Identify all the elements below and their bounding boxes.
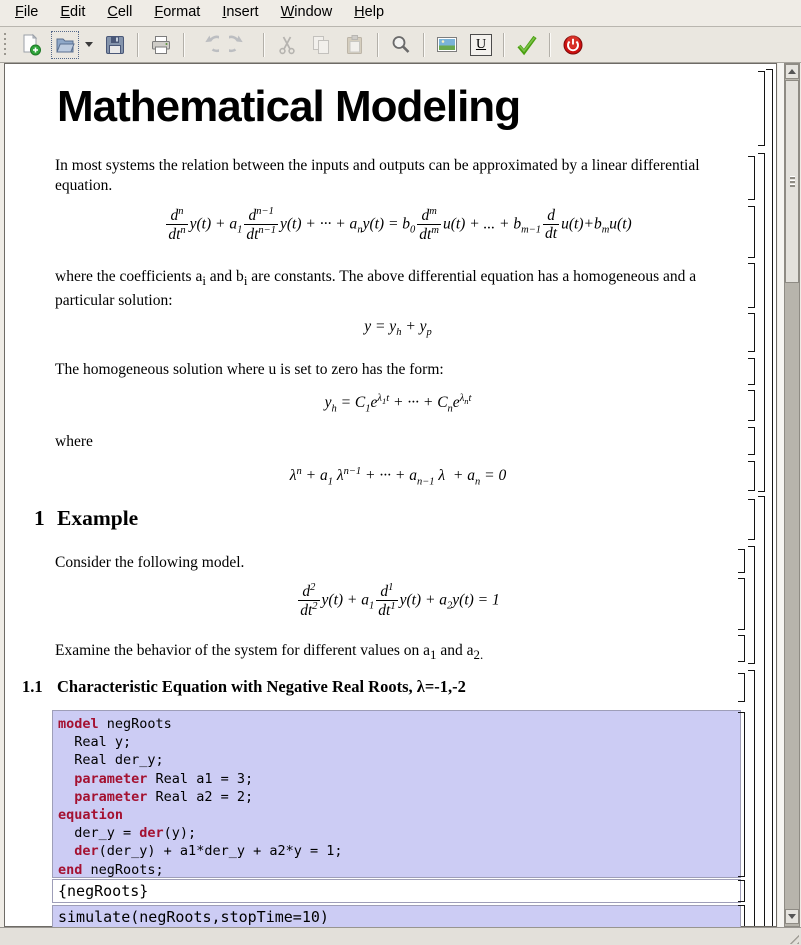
scroll-down-button[interactable]	[785, 909, 799, 924]
insert-image-button[interactable]	[433, 31, 461, 59]
code-line[interactable]: end negRoots;	[58, 861, 164, 878]
cell-bracket[interactable]	[758, 71, 765, 146]
menu-window[interactable]: Window	[280, 4, 333, 20]
print-button[interactable]	[147, 31, 175, 59]
toolbar-drag-handle[interactable]	[3, 33, 8, 57]
cell-bracket[interactable]	[748, 427, 755, 455]
menu-format[interactable]: Format	[154, 4, 201, 20]
statusbar	[0, 927, 801, 945]
cell-bracket[interactable]	[748, 390, 755, 421]
undo-button[interactable]	[193, 31, 221, 59]
save-floppy-icon	[103, 33, 127, 57]
code-line[interactable]: equation	[58, 807, 124, 824]
cell-bracket[interactable]	[738, 673, 745, 702]
text-cell[interactable]: The homogeneous solution where u is set to zero has the form:	[55, 361, 444, 378]
image-icon	[435, 33, 459, 57]
new-document-button[interactable]	[17, 31, 45, 59]
output-text: {negRoots}	[58, 882, 149, 900]
menu-file[interactable]: File	[15, 4, 39, 20]
cell-bracket[interactable]	[748, 670, 755, 926]
output-cell[interactable]	[52, 879, 741, 903]
underline-button[interactable]	[467, 31, 495, 59]
resize-grip-icon[interactable]	[785, 930, 799, 944]
evaluate-button[interactable]	[513, 31, 541, 59]
equation-cell[interactable]: $d^n$ $dt^n$ $y(t) + a_1$ $d^{n-1}$ $dt^{n-1}$ y(t) + ··· + $a_ny(t) = b_0$ $d^m$ $dt^m$ u(t) + ... + $b_{m-1}$ $\frac{d}{dt}$ $u(t)+b_mu(t)$	[168, 206, 632, 244]
search-button[interactable]	[387, 31, 415, 59]
paste-button[interactable]	[341, 31, 369, 59]
code-line[interactable]: model negRoots	[58, 716, 172, 732]
code-line[interactable]: der(der_y) + a1*der_y + a2*y = 1;	[74, 843, 343, 860]
toolbar	[0, 27, 801, 63]
check-icon	[514, 33, 540, 57]
menu-help[interactable]: Help	[354, 4, 385, 20]
scissors-icon	[275, 33, 299, 57]
title-cell[interactable]: Mathematical Modeling	[57, 82, 521, 131]
toolbar-separator	[377, 33, 379, 57]
vertical-scrollbar[interactable]	[784, 63, 800, 927]
cell-bracket[interactable]	[738, 549, 745, 573]
section-number: 1	[34, 506, 45, 530]
copy-pages-icon	[309, 33, 333, 57]
scroll-up-button[interactable]	[785, 64, 799, 79]
thumb-grip	[790, 177, 795, 179]
power-icon	[561, 33, 585, 57]
cell-bracket[interactable]	[748, 263, 755, 308]
arrow-up-icon	[788, 69, 796, 74]
cell-bracket[interactable]	[738, 635, 745, 662]
toolbar-separator	[263, 33, 265, 57]
code-line[interactable]: parameter Real a1 = 3;	[74, 770, 254, 787]
code-lines	[58, 715, 740, 879]
undo-arrow-icon	[195, 33, 219, 57]
input-cell[interactable]	[52, 905, 741, 927]
cut-button[interactable]	[273, 31, 301, 59]
section-heading[interactable]: Example	[57, 506, 139, 530]
toolbar-separator	[549, 33, 551, 57]
text-cell[interactable]: where the coefficients $a_i$ and $b_i$ are constants. The above differential equation has a homogeneous and a particular solution:	[55, 268, 697, 309]
thumb-grip	[790, 185, 795, 187]
cell-bracket[interactable]	[748, 358, 755, 385]
code-line[interactable]: parameter Real a2 = 2;	[74, 788, 254, 805]
code-cell[interactable]	[52, 710, 741, 878]
menu-cell[interactable]: Cell	[107, 4, 133, 20]
cell-bracket[interactable]	[748, 313, 755, 352]
new-document-icon	[19, 33, 43, 57]
cell-bracket[interactable]	[748, 206, 755, 258]
equation-cell[interactable]: $y_h = C_1e^{\lambda_1t}$ + ··· + $C_ne^{\lambda_nt}$	[324, 393, 472, 415]
toolbar-separator	[423, 33, 425, 57]
arrow-down-icon	[788, 914, 796, 919]
toolbar-separator	[503, 33, 505, 57]
cell-bracket[interactable]	[738, 880, 745, 902]
cell-bracket[interactable]	[758, 153, 765, 492]
cell-bracket[interactable]	[738, 712, 745, 877]
scrollbar-thumb[interactable]	[785, 80, 799, 283]
code-line[interactable]: Real y;	[58, 734, 132, 751]
equation-cell[interactable]: $\frac{d^2}{dt^2}$ $y(t) + a_1$ $\frac{d^1}{dt^1}$ $y(t) + a_2y(t) = 1$	[300, 582, 500, 620]
equation-cell[interactable]: $y = y_h + y_p$	[364, 318, 432, 339]
redo-arrow-icon	[229, 33, 253, 57]
toolbar-separator	[183, 33, 185, 57]
cell-bracket[interactable]	[738, 578, 745, 630]
input-text: simulate(negRoots,stopTime=10)	[58, 907, 329, 926]
save-button[interactable]	[101, 31, 129, 59]
menubar	[0, 0, 801, 27]
code-line[interactable]: Real der_y;	[58, 752, 164, 769]
subsection-number: 1.1	[22, 677, 43, 696]
cell-bracket[interactable]	[766, 69, 773, 926]
cell-bracket[interactable]	[738, 905, 745, 926]
text-cell[interactable]: Examine the behavior of the system for different values on $a_1$ and $a_{2.}$	[55, 642, 484, 663]
cell-bracket[interactable]	[748, 461, 755, 491]
magnifier-icon	[389, 33, 413, 57]
subsection-heading[interactable]: Characteristic Equation with Negative Real Roots, λ=-1,-2	[57, 677, 466, 696]
cell-bracket[interactable]	[748, 156, 755, 200]
thumb-grip	[790, 181, 795, 183]
text-cell[interactable]: Consider the following model.	[55, 554, 245, 571]
underline-icon: U	[470, 34, 492, 56]
text-cell[interactable]: In most systems the relation between the inputs and outputs can be approximated by a linear differential equation.	[55, 157, 700, 194]
cell-bracket[interactable]	[748, 546, 755, 664]
open-folder-icon	[53, 33, 77, 57]
text-cell[interactable]: where	[55, 433, 93, 450]
menu-insert[interactable]: Insert	[222, 4, 259, 20]
chevron-down-icon	[85, 42, 93, 47]
clipboard-icon	[343, 33, 367, 57]
open-dropdown-button[interactable]	[82, 31, 96, 59]
open-document-button[interactable]	[51, 31, 79, 59]
redo-button[interactable]	[227, 31, 255, 59]
copy-button[interactable]	[307, 31, 335, 59]
equation-cell[interactable]: $\lambda^n + a_1$ $\lambda^{n-1}$ + ··· + $a_{n-1}$ $\lambda + a_n = 0$	[289, 466, 507, 488]
printer-icon	[149, 33, 173, 57]
quit-button[interactable]	[559, 31, 587, 59]
cell-bracket[interactable]	[758, 496, 765, 926]
menu-edit[interactable]: Edit	[60, 4, 86, 20]
code-line[interactable]: der_y = der(y);	[58, 825, 197, 842]
toolbar-separator	[137, 33, 139, 57]
cell-bracket[interactable]	[748, 499, 755, 540]
